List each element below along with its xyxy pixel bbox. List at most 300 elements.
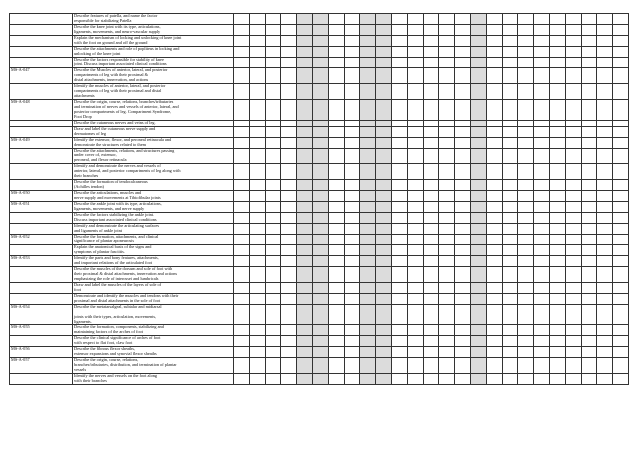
grid-cell xyxy=(470,325,486,336)
grid-cell xyxy=(328,325,344,336)
grid-cell xyxy=(328,234,344,245)
grid-cell xyxy=(391,293,407,304)
grid-cell xyxy=(534,14,550,25)
grid-cell xyxy=(549,223,565,234)
grid-cell xyxy=(470,347,486,358)
grid-cell xyxy=(470,24,486,35)
grid-cell xyxy=(534,126,550,137)
grid-cell xyxy=(234,373,250,384)
grid-cell xyxy=(549,267,565,283)
grid-cell xyxy=(423,267,439,283)
grid-cell xyxy=(249,148,265,164)
grid-cell xyxy=(549,256,565,267)
grid-cell xyxy=(360,282,376,293)
grid-cell xyxy=(613,212,629,223)
grid-cell xyxy=(297,46,313,57)
grid-cell xyxy=(486,223,502,234)
objective-description: Describe the formation of tendocalcaneous (Achilles tendon) xyxy=(73,180,234,191)
grid-cell xyxy=(565,35,581,46)
grid-cell xyxy=(439,245,455,256)
grid-cell xyxy=(581,100,597,121)
grid-cell xyxy=(597,347,613,358)
grid-cell xyxy=(234,148,250,164)
grid-cell xyxy=(597,282,613,293)
grid-cell xyxy=(565,164,581,180)
grid-cell xyxy=(249,35,265,46)
grid-cell xyxy=(613,35,629,46)
grid-cell xyxy=(549,35,565,46)
objective-description: Describe the Muscles of anterior, lateral, and posterior compartments of leg with their proximal & distal attachments, innervation, and actions xyxy=(73,68,234,84)
grid-cell xyxy=(549,358,565,374)
grid-cell xyxy=(249,137,265,148)
grid-cell xyxy=(297,180,313,191)
grid-cell xyxy=(265,201,281,212)
grid-cell xyxy=(581,201,597,212)
grid-cell xyxy=(549,164,565,180)
grid-cell xyxy=(391,336,407,347)
grid-cell xyxy=(581,57,597,68)
grid-cell xyxy=(281,223,297,234)
objective-code xyxy=(10,24,73,35)
grid-cell xyxy=(534,191,550,202)
grid-cell xyxy=(344,282,360,293)
grid-cell xyxy=(518,148,534,164)
grid-cell xyxy=(423,137,439,148)
grid-cell xyxy=(376,245,392,256)
grid-cell xyxy=(360,137,376,148)
grid-cell xyxy=(581,336,597,347)
grid-cell xyxy=(281,212,297,223)
grid-cell xyxy=(328,84,344,100)
grid-cell xyxy=(312,212,328,223)
grid-cell xyxy=(486,84,502,100)
grid-cell xyxy=(312,304,328,325)
grid-cell xyxy=(502,57,518,68)
grid-cell xyxy=(518,100,534,121)
grid-cell xyxy=(470,46,486,57)
grid-cell xyxy=(565,57,581,68)
grid-cell xyxy=(613,191,629,202)
grid-cell xyxy=(234,234,250,245)
grid-cell xyxy=(234,212,250,223)
grid-cell xyxy=(597,325,613,336)
grid-cell xyxy=(297,293,313,304)
grid-cell xyxy=(518,336,534,347)
grid-cell xyxy=(234,201,250,212)
grid-cell xyxy=(391,137,407,148)
grid-cell xyxy=(234,293,250,304)
grid-cell xyxy=(581,267,597,283)
grid-cell xyxy=(265,282,281,293)
grid-cell xyxy=(581,137,597,148)
grid-cell xyxy=(597,234,613,245)
grid-cell xyxy=(391,325,407,336)
grid-cell xyxy=(360,100,376,121)
grid-cell xyxy=(407,336,423,347)
grid-cell xyxy=(407,137,423,148)
grid-cell xyxy=(360,373,376,384)
grid-cell xyxy=(312,373,328,384)
grid-cell xyxy=(423,46,439,57)
grid-cell xyxy=(470,137,486,148)
grid-cell xyxy=(312,267,328,283)
grid-cell xyxy=(502,191,518,202)
table-row xyxy=(10,347,629,358)
grid-cell xyxy=(470,57,486,68)
grid-cell xyxy=(470,84,486,100)
grid-cell xyxy=(344,180,360,191)
grid-cell xyxy=(234,191,250,202)
grid-cell xyxy=(328,201,344,212)
grid-cell xyxy=(391,245,407,256)
grid-cell xyxy=(423,223,439,234)
objective-description: Describe the origin, course, relations, branches/tributaries and termination of nerves and vessels of anterior, lateral, and posterior compartments of leg. Compartment Syndrome, Foot Drop xyxy=(73,100,234,121)
grid-cell xyxy=(423,201,439,212)
grid-cell xyxy=(360,325,376,336)
objective-code xyxy=(10,293,73,304)
grid-cell xyxy=(470,35,486,46)
grid-cell xyxy=(376,100,392,121)
grid-cell xyxy=(549,336,565,347)
grid-cell xyxy=(455,24,471,35)
grid-cell xyxy=(391,304,407,325)
grid-cell xyxy=(391,234,407,245)
table-row xyxy=(10,267,629,283)
grid-cell xyxy=(502,14,518,25)
objective-code: MS-A-047 xyxy=(10,68,73,84)
grid-cell xyxy=(613,325,629,336)
grid-cell xyxy=(534,256,550,267)
grid-cell xyxy=(470,223,486,234)
grid-cell xyxy=(486,282,502,293)
grid-cell xyxy=(597,245,613,256)
table-row xyxy=(10,373,629,384)
grid-cell xyxy=(613,24,629,35)
grid-cell xyxy=(470,256,486,267)
grid-cell xyxy=(597,164,613,180)
grid-cell xyxy=(455,256,471,267)
grid-cell xyxy=(581,24,597,35)
grid-cell xyxy=(597,358,613,374)
grid-cell xyxy=(455,14,471,25)
grid-cell xyxy=(297,212,313,223)
grid-cell xyxy=(534,68,550,84)
grid-cell xyxy=(470,282,486,293)
objective-code xyxy=(10,267,73,283)
grid-cell xyxy=(565,201,581,212)
grid-cell xyxy=(423,358,439,374)
grid-cell xyxy=(234,180,250,191)
grid-cell xyxy=(502,358,518,374)
grid-cell xyxy=(376,373,392,384)
grid-cell xyxy=(549,282,565,293)
grid-cell xyxy=(249,201,265,212)
grid-cell xyxy=(597,304,613,325)
grid-cell xyxy=(581,84,597,100)
grid-cell xyxy=(281,46,297,57)
grid-cell xyxy=(265,68,281,84)
objective-code xyxy=(10,282,73,293)
grid-cell xyxy=(265,35,281,46)
table-row xyxy=(10,164,629,180)
grid-cell xyxy=(297,164,313,180)
grid-cell xyxy=(407,180,423,191)
grid-cell xyxy=(549,100,565,121)
grid-cell xyxy=(470,164,486,180)
table-row xyxy=(10,14,629,25)
grid-cell xyxy=(486,293,502,304)
grid-cell xyxy=(613,347,629,358)
grid-cell xyxy=(249,100,265,121)
grid-cell xyxy=(423,68,439,84)
grid-cell xyxy=(281,201,297,212)
grid-cell xyxy=(344,100,360,121)
grid-cell xyxy=(439,373,455,384)
grid-cell xyxy=(407,201,423,212)
grid-cell xyxy=(344,304,360,325)
grid-cell xyxy=(344,245,360,256)
grid-cell xyxy=(407,245,423,256)
grid-cell xyxy=(439,191,455,202)
grid-cell xyxy=(534,234,550,245)
grid-cell xyxy=(439,35,455,46)
grid-cell xyxy=(297,282,313,293)
grid-cell xyxy=(597,35,613,46)
grid-cell xyxy=(407,35,423,46)
objective-code xyxy=(10,164,73,180)
grid-cell xyxy=(423,35,439,46)
grid-cell xyxy=(391,57,407,68)
table-row xyxy=(10,293,629,304)
grid-cell xyxy=(328,347,344,358)
grid-cell xyxy=(344,267,360,283)
grid-cell xyxy=(344,137,360,148)
grid-cell xyxy=(581,373,597,384)
grid-cell xyxy=(455,191,471,202)
grid-cell xyxy=(613,46,629,57)
grid-cell xyxy=(344,293,360,304)
grid-cell xyxy=(534,84,550,100)
grid-cell xyxy=(249,325,265,336)
grid-cell xyxy=(281,325,297,336)
objective-code xyxy=(10,373,73,384)
grid-cell xyxy=(455,234,471,245)
grid-cell xyxy=(423,100,439,121)
grid-cell xyxy=(360,24,376,35)
grid-cell xyxy=(265,245,281,256)
grid-cell xyxy=(581,148,597,164)
grid-cell xyxy=(597,137,613,148)
grid-cell xyxy=(265,148,281,164)
grid-cell xyxy=(391,164,407,180)
grid-cell xyxy=(439,304,455,325)
table-row xyxy=(10,24,629,35)
grid-cell xyxy=(360,180,376,191)
grid-cell xyxy=(328,100,344,121)
grid-cell xyxy=(565,325,581,336)
grid-cell xyxy=(439,234,455,245)
grid-cell xyxy=(234,57,250,68)
grid-cell xyxy=(518,137,534,148)
grid-cell xyxy=(581,126,597,137)
grid-cell xyxy=(565,282,581,293)
grid-cell xyxy=(391,180,407,191)
grid-cell xyxy=(486,46,502,57)
grid-cell xyxy=(265,358,281,374)
grid-cell xyxy=(391,100,407,121)
grid-cell xyxy=(613,201,629,212)
grid-cell xyxy=(597,293,613,304)
grid-cell xyxy=(234,267,250,283)
grid-cell xyxy=(549,201,565,212)
grid-cell xyxy=(376,336,392,347)
objective-code: MS-A-057 xyxy=(10,358,73,374)
grid-cell xyxy=(328,180,344,191)
grid-cell xyxy=(249,293,265,304)
grid-cell xyxy=(486,336,502,347)
grid-cell xyxy=(502,347,518,358)
grid-cell xyxy=(360,201,376,212)
grid-cell xyxy=(391,35,407,46)
objective-code: MS-A-052 xyxy=(10,234,73,245)
objective-code xyxy=(10,336,73,347)
grid-cell xyxy=(597,46,613,57)
grid-cell xyxy=(565,212,581,223)
grid-cell xyxy=(549,293,565,304)
grid-cell xyxy=(581,234,597,245)
grid-cell xyxy=(249,126,265,137)
grid-cell xyxy=(407,256,423,267)
grid-cell xyxy=(549,234,565,245)
objective-code: MS-A-049 xyxy=(10,137,73,148)
grid-cell xyxy=(534,373,550,384)
grid-cell xyxy=(297,68,313,84)
objective-code: MS-A-051 xyxy=(10,201,73,212)
grid-cell xyxy=(344,358,360,374)
grid-cell xyxy=(549,347,565,358)
grid-cell xyxy=(549,373,565,384)
objective-description: Describe the formation, attachments, and clinical significance of plantar aponeurosis xyxy=(73,234,234,245)
grid-cell xyxy=(234,35,250,46)
grid-cell xyxy=(249,256,265,267)
grid-cell xyxy=(455,212,471,223)
grid-cell xyxy=(549,126,565,137)
grid-cell xyxy=(391,46,407,57)
objective-code xyxy=(10,148,73,164)
grid-cell xyxy=(423,126,439,137)
grid-cell xyxy=(486,201,502,212)
grid-cell xyxy=(613,223,629,234)
grid-cell xyxy=(565,137,581,148)
grid-cell xyxy=(613,126,629,137)
table-body xyxy=(10,14,629,385)
grid-cell xyxy=(297,201,313,212)
grid-cell xyxy=(376,256,392,267)
grid-cell xyxy=(518,293,534,304)
objective-description: Describe the fibrous flexor sheaths, extensor expansions and synovial flexor sheaths xyxy=(73,347,234,358)
grid-cell xyxy=(502,234,518,245)
grid-cell xyxy=(423,57,439,68)
grid-cell xyxy=(423,14,439,25)
objective-code xyxy=(10,223,73,234)
grid-cell xyxy=(328,24,344,35)
grid-cell xyxy=(265,164,281,180)
grid-cell xyxy=(249,14,265,25)
grid-cell xyxy=(613,68,629,84)
grid-cell xyxy=(565,84,581,100)
grid-cell xyxy=(249,84,265,100)
grid-cell xyxy=(249,358,265,374)
grid-cell xyxy=(376,267,392,283)
grid-cell xyxy=(312,100,328,121)
grid-cell xyxy=(597,100,613,121)
grid-cell xyxy=(439,84,455,100)
grid-cell xyxy=(486,100,502,121)
objective-description: Describe the cutaneous nerves and veins of leg. xyxy=(73,120,234,126)
grid-cell xyxy=(407,234,423,245)
grid-cell xyxy=(407,373,423,384)
grid-cell xyxy=(423,180,439,191)
objective-code xyxy=(10,212,73,223)
grid-cell xyxy=(455,304,471,325)
grid-cell xyxy=(439,293,455,304)
grid-cell xyxy=(344,164,360,180)
grid-cell xyxy=(486,325,502,336)
objective-description: Describe the factors responsible for stability of knee joint. Discuss important associated clinical conditions xyxy=(73,57,234,68)
grid-cell xyxy=(565,373,581,384)
grid-cell xyxy=(344,46,360,57)
grid-cell xyxy=(312,245,328,256)
grid-cell xyxy=(312,201,328,212)
grid-cell xyxy=(344,57,360,68)
grid-cell xyxy=(423,24,439,35)
grid-cell xyxy=(549,57,565,68)
grid-cell xyxy=(581,347,597,358)
grid-cell xyxy=(391,373,407,384)
grid-cell xyxy=(597,14,613,25)
objective-description: Describe the clinical significance of arches of foot with respect to flat foot, claw foot xyxy=(73,336,234,347)
grid-cell xyxy=(376,24,392,35)
grid-cell xyxy=(234,100,250,121)
grid-cell xyxy=(455,57,471,68)
grid-cell xyxy=(376,14,392,25)
grid-cell xyxy=(439,325,455,336)
grid-cell xyxy=(597,201,613,212)
grid-cell xyxy=(518,84,534,100)
objective-description: Describe the articulations, muscles and nerve supply and movements at Tibiofibular joints xyxy=(73,191,234,202)
grid-cell xyxy=(486,191,502,202)
grid-cell xyxy=(423,191,439,202)
grid-cell xyxy=(297,347,313,358)
grid-cell xyxy=(234,304,250,325)
grid-cell xyxy=(502,282,518,293)
grid-cell xyxy=(297,245,313,256)
grid-cell xyxy=(249,24,265,35)
grid-cell xyxy=(518,14,534,25)
grid-cell xyxy=(281,100,297,121)
objective-code: MS-A-055 xyxy=(10,325,73,336)
objective-description: Identify the parts and bony features, attachments, and important relations of the articulated foot xyxy=(73,256,234,267)
grid-cell xyxy=(518,223,534,234)
grid-cell xyxy=(502,201,518,212)
table-row xyxy=(10,46,629,57)
grid-cell xyxy=(249,68,265,84)
grid-cell xyxy=(439,14,455,25)
grid-cell xyxy=(455,68,471,84)
grid-cell xyxy=(518,358,534,374)
grid-cell xyxy=(249,46,265,57)
grid-cell xyxy=(328,373,344,384)
